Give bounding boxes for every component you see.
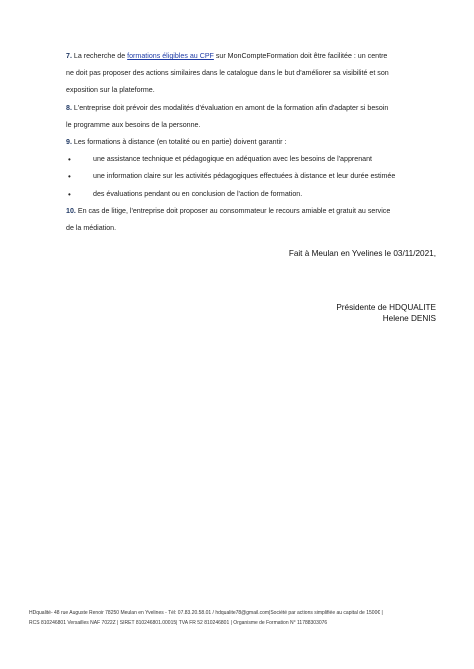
item-text: sur MonCompteFormation doit être facilitée : un centre: [213, 52, 388, 60]
item-7: [66, 48, 436, 65]
remote-training-guarantees-list: [66, 151, 436, 203]
list-item: [66, 168, 436, 185]
item-number: 8.: [66, 103, 72, 112]
bullet-icon: •: [68, 172, 71, 182]
footer-line-2: RCS 810246801 Versailles NAF 7022Z | SIRET 810246801.00015| TVA FR 52 810246801 | Organisme de Formation N° 11788303076: [29, 619, 328, 626]
signatory-role: Présidente de HDQUALITE: [336, 303, 436, 312]
item-number: 7.: [66, 52, 72, 60]
item-text: L'entreprise doit prévoir des modalités d'évaluation en amont de la formation afin d'adapter si besoin: [71, 103, 389, 112]
item-number: 9.: [66, 138, 72, 147]
bullet-icon: •: [68, 155, 71, 165]
item-number: 10.: [66, 206, 76, 215]
place-and-date: Fait à Meulan en Yvelines le 03/11/2021,: [288, 249, 436, 258]
list-item-text: une assistance technique et pédagogique en adéquation avec les besoins de l'apprenant: [93, 155, 373, 164]
item-10: [66, 203, 436, 220]
item-text: Les formations à distance (en totalité ou en partie) doivent garantir :: [71, 138, 287, 147]
item-text: En cas de litige, l'entreprise doit proposer au consommateur le recours amiable et gratuit au service: [75, 206, 391, 215]
item-10-line-2: de la médiation.: [66, 224, 117, 233]
conditions-text: [66, 48, 436, 237]
item-7-line-3: exposition sur la plateforme.: [66, 86, 155, 95]
bullet-icon: •: [68, 189, 71, 199]
item-8-line-2: le programme aux besoins de la personne.: [66, 120, 201, 129]
cpf-formations-link[interactable]: formations éligibles au CPF: [127, 52, 214, 60]
item-7-line-2: ne doit pas proposer des actions similaires dans le catalogue dans le but d'améliorer sa visibilité et son: [66, 69, 389, 78]
company-footer: [29, 609, 449, 629]
list-item: [66, 186, 436, 203]
list-item: [66, 151, 436, 168]
item-8: [66, 100, 436, 117]
item-text: La recherche de: [71, 52, 128, 60]
signatory-block: [336, 303, 436, 324]
list-item-text: des évaluations pendant ou en conclusion de l'action de formation.: [93, 189, 303, 198]
signatory-name: Helene DENIS: [382, 313, 436, 323]
item-9: [66, 134, 436, 151]
list-item-text: une information claire sur les activités pédagogiques effectuées à distance et leur durée estimée: [93, 172, 396, 181]
footer-line-1: HDqualité- 48 rue Auguste Renoir 78250 Meulan en Yvelines - Tél: 07.83.20.58.01 / hdqualite78@gmail.com|Société par actions simplifiée au capital de 1500€ |: [29, 610, 383, 616]
